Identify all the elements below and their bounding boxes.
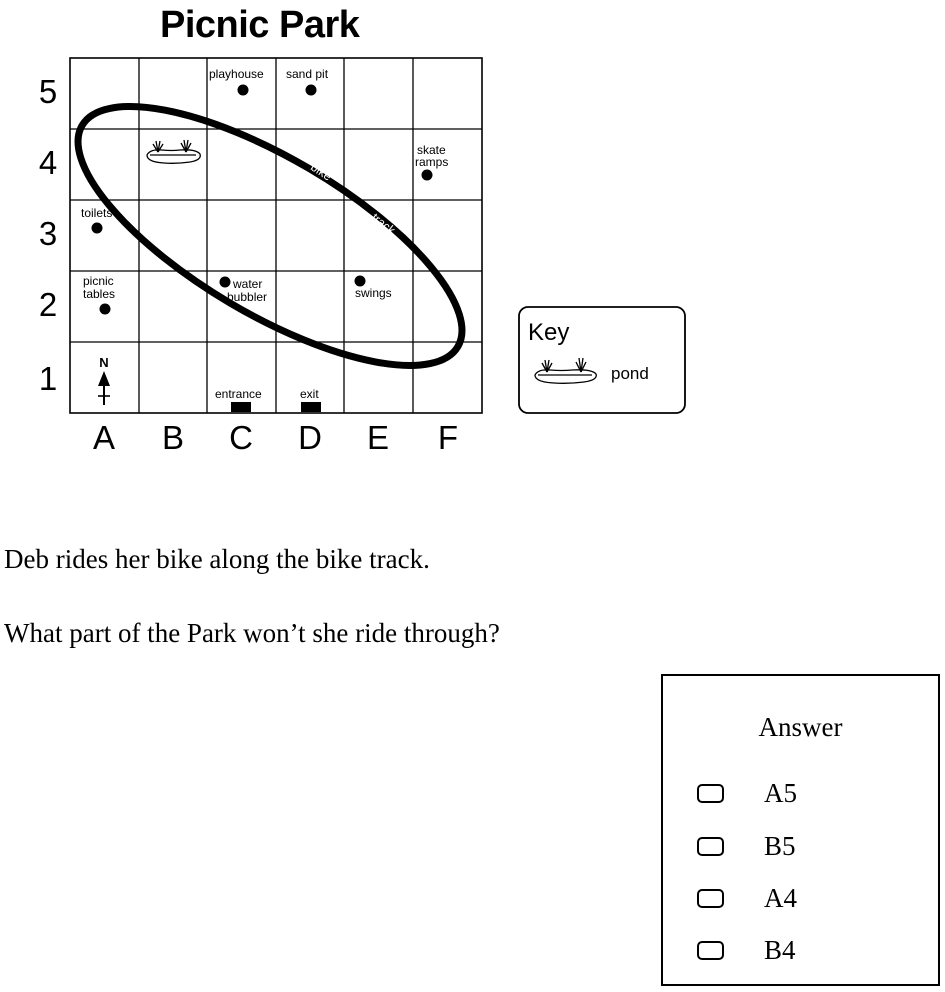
skate-label-2: ramps [415, 155, 449, 169]
water-label-2: bubbler [227, 290, 268, 304]
answer-option-label: A5 [764, 777, 797, 808]
entrance-marker [231, 402, 251, 412]
col-label-d: D [298, 419, 322, 456]
toilets-marker [92, 223, 103, 234]
north-arrow-icon [98, 355, 110, 405]
row-label-3: 3 [38, 215, 58, 252]
map-key [519, 307, 685, 413]
playhouse-label: playhouse [209, 67, 264, 81]
col-label-f: F [437, 419, 459, 456]
col-label-e: E [366, 419, 390, 456]
playhouse-marker [238, 85, 249, 96]
row-label-1: 1 [38, 360, 58, 397]
exit-marker [301, 402, 321, 412]
exit-label: exit [300, 387, 319, 401]
answer-option-a4[interactable] [697, 883, 797, 913]
row-label-5: 5 [38, 73, 58, 110]
picnic-label-1: picnic [83, 274, 114, 288]
row-label-4: 4 [38, 144, 58, 181]
map-grid [70, 58, 482, 413]
col-label-b: B [161, 419, 185, 456]
pond-icon [147, 140, 200, 163]
answer-title: Answer [758, 712, 843, 742]
skate-ramps-marker [422, 170, 433, 181]
checkbox-icon[interactable] [697, 889, 724, 908]
answer-option-label: B4 [764, 934, 796, 965]
picnic-tables-marker [100, 304, 111, 315]
key-title: Key [528, 319, 570, 346]
swings-label: swings [355, 286, 392, 300]
checkbox-icon[interactable] [697, 784, 724, 803]
checkbox-icon[interactable] [697, 941, 724, 960]
toilets-label: toilets [81, 206, 113, 220]
answer-option-a5[interactable] [697, 778, 797, 808]
answer-option-b5[interactable] [697, 831, 796, 861]
picnic-label-2: tables [83, 287, 116, 301]
answer-box [661, 674, 940, 986]
answer-option-label: B5 [764, 830, 796, 861]
swings-marker [355, 276, 366, 287]
answer-option-b4[interactable] [697, 935, 796, 965]
track-label-bike: bike [308, 159, 335, 184]
question-line-1: Deb rides her bike along the bike track. [4, 544, 430, 574]
track-label-track: track [368, 210, 399, 238]
water-label-1: water [233, 277, 263, 291]
entrance-label: entrance [215, 387, 262, 401]
row-label-2: 2 [38, 286, 58, 323]
col-label-a: A [92, 419, 116, 456]
question-line-2: What part of the Park won’t she ride through? [4, 618, 500, 648]
answer-option-label: A4 [764, 882, 797, 913]
sand-pit-label: sand pit [286, 67, 329, 81]
map-title: Picnic Park [160, 4, 360, 46]
water-bubbler-marker [220, 277, 231, 288]
col-label-c: C [229, 419, 253, 456]
checkbox-icon[interactable] [697, 837, 724, 856]
bike-track [43, 58, 498, 414]
park-map [0, 0, 945, 470]
sand-pit-marker [306, 85, 317, 96]
key-pond-label: pond [611, 364, 649, 383]
skate-label-1: skate [417, 143, 446, 157]
north-label: N [99, 355, 109, 370]
